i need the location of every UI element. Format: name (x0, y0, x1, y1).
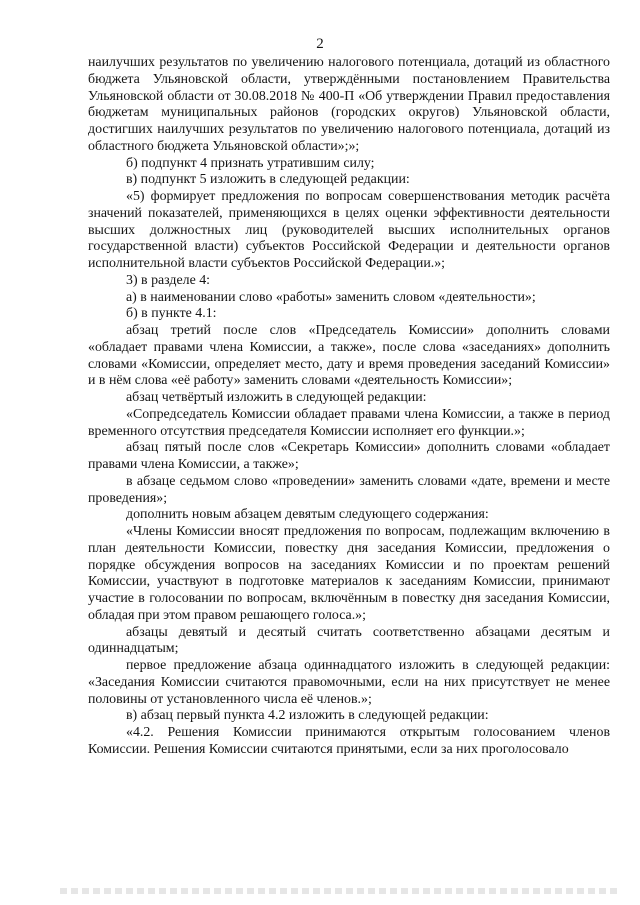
paragraph-8: абзац третий после слов «Председатель Комиссии» дополнить словами «обладает правами члена Комиссии, а также», после слова «заседаниях» дополнить словами «Комиссии, определяет место, дату и время проведения заседаний Комиссии» и в нём слова «её работу» заменить словами «деятельность Комиссии»; (88, 323, 610, 389)
paragraph-3: в) подпункт 5 изложить в следующей редакции: (126, 172, 410, 188)
paragraph-7: б) в пункте 4.1: (126, 306, 217, 322)
scan-bottom-edge (60, 888, 620, 894)
paragraph-1: наилучших результатов по увеличению налогового потенциала, дотаций из областного бюджета Ульяновской области, утверждёнными постановлением Правительства Ульяновской области от 30.08.2018 № 400-П «Об утверждении Правил предоставления бюджетам муниципальных районов (городских округов) Ульяновской области, достигших наилучших результатов по увеличению налогового потенциала, дотаций из областного бюджета Ульяновской области»;»; (88, 55, 610, 154)
paragraph-18: «4.2. Решения Комиссии принимаются открытым голосованием членов Комиссии. Решения Комиссии считаются принятыми, если за них проголосовало (88, 725, 610, 757)
paragraph-17: в) абзац первый пункта 4.2 изложить в следующей редакции: (126, 708, 489, 724)
paragraph-12: в абзаце седьмом слово «проведении» заменить словами «дате, времени и месте проведения»; (88, 473, 610, 506)
paragraph-15: абзацы девятый и десятый считать соответственно абзацами десятым и одиннадцатым; (88, 624, 610, 657)
paragraph-13: дополнить новым абзацем девятым следующего содержания: (126, 507, 489, 523)
paragraph-10: «Сопредседатель Комиссии обладает правами члена Комиссии, а также в период временного отсутствия председателя Комиссии исполняет его функции.»; (88, 406, 610, 439)
paragraph-16: первое предложение абзаца одиннадцатого изложить в следующей редакции: «Заседания Комиссии считаются правомочными, если на них присутствует не менее половины от установленного числа её членов.»; (88, 658, 610, 707)
paragraph-2: б) подпункт 4 признать утратившим силу; (126, 155, 375, 171)
paragraph-4: «5) формирует предложения по вопросам совершенствования методик расчёта значений показателей, применяющихся в целях оценки эффективности деятельности высших должностных лиц (руководителей высших исполнительных органов государственной власти) субъектов Российской Федерации и деятельности органов исполнительной власти субъектов Российской Федерации.»; (88, 189, 610, 271)
page-number: 2 (316, 36, 324, 52)
paragraph-14: «Члены Комиссии вносят предложения по вопросам, подлежащим включению в план деятельности Комиссии, повестку дня заседания Комиссии, предложения о порядке обсуждения вопросов на заседаниях Комиссии и по проектам решений Комиссии, участвуют в подготовке материалов к заседаниям Комиссии, принимают участие в голосовании по вопросам, включённым в повестку дня заседания Комиссии, обладая при этом правом решающего голоса.»; (88, 524, 610, 623)
paragraph-9: абзац четвёртый изложить в следующей редакции: (126, 390, 427, 405)
paragraph-6: а) в наименовании слово «работы» заменить словом «деятельности»; (126, 289, 536, 305)
document-body (88, 55, 610, 759)
paragraph-5: 3) в разделе 4: (126, 272, 211, 288)
paragraph-11: абзац пятый после слов «Секретарь Комиссии» дополнить словами «обладает правами члена Комиссии, а также»; (88, 440, 610, 472)
